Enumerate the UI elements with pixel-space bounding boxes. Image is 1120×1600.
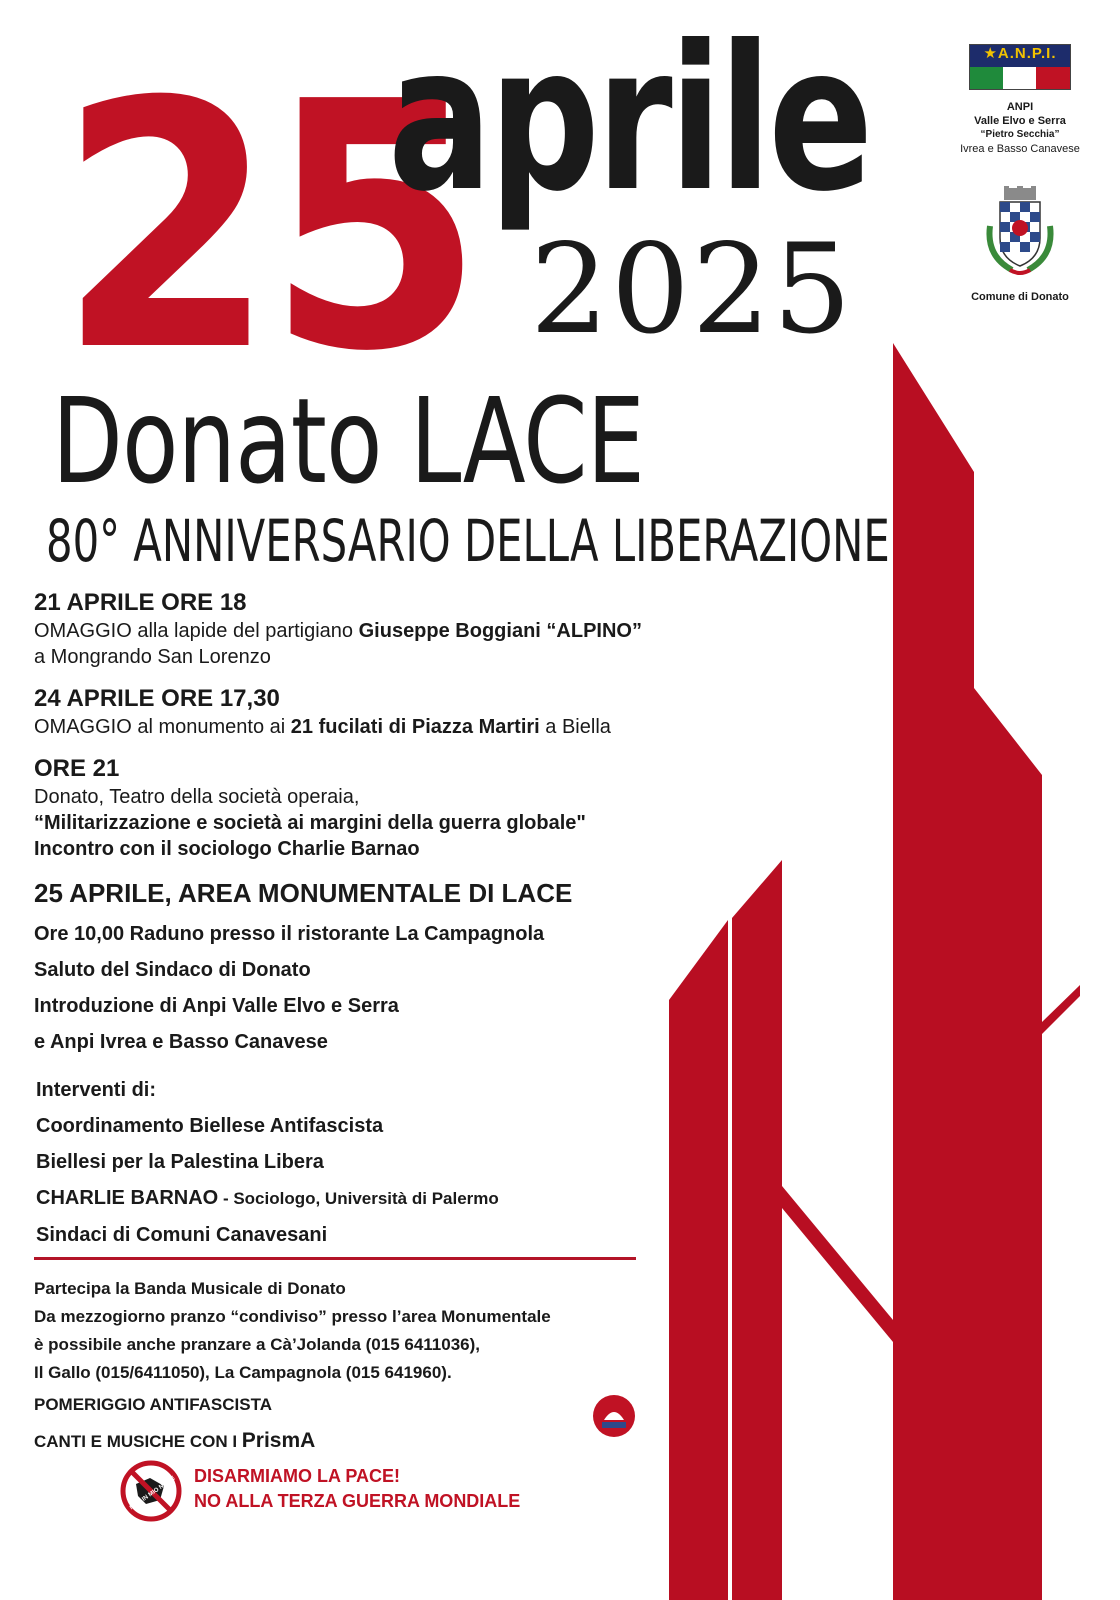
canti-label: CANTI E MUSICHE CON I bbox=[34, 1432, 242, 1451]
speaker bbox=[36, 1180, 754, 1217]
logos-column bbox=[950, 44, 1090, 304]
anpi-logo bbox=[969, 44, 1071, 90]
event-ore-21 bbox=[34, 754, 754, 862]
monument-right-arm bbox=[1042, 985, 1080, 1034]
speaker-name: CHARLIE BARNAO bbox=[36, 1187, 219, 1209]
interventi bbox=[34, 1072, 754, 1253]
speaker: Biellesi per la Palestina Libera bbox=[36, 1151, 324, 1173]
anpi-logo-text: ★A.N.P.I. bbox=[983, 45, 1057, 62]
band-name: PrismA bbox=[241, 1429, 316, 1452]
event-text-bold: 21 fucilati di Piazza Martiri bbox=[290, 716, 540, 738]
speaker-role: - Sociologo, Università di Palermo bbox=[218, 1189, 499, 1208]
footer-info bbox=[34, 1275, 674, 1460]
monument-main-tower bbox=[893, 343, 1042, 1600]
footer-line: è possibile anche pranzare a Cà’Jolanda (015 6411036), bbox=[34, 1335, 481, 1354]
speaker: Coordinamento Biellese Antifascista bbox=[36, 1115, 384, 1137]
peace-line: DISARMIAMO LA PACE! bbox=[194, 1466, 400, 1486]
event-text-bold: Giuseppe Boggiani “ALPINO” bbox=[358, 620, 642, 642]
event-text: a Biella bbox=[539, 716, 611, 738]
anpi-dedication: “Pietro Secchia” bbox=[980, 129, 1060, 140]
comune-crest-icon bbox=[980, 186, 1060, 278]
program-line: Ore 10,00 Raduno presso il ristorante La Campagnola bbox=[34, 923, 545, 945]
footer-line: Da mezzogiorno pranzo “condiviso” presso l’area Monumentale bbox=[34, 1307, 551, 1326]
event-line bbox=[34, 714, 754, 740]
no-war-badge-icon bbox=[120, 1460, 182, 1522]
month-name: aprile bbox=[388, 3, 870, 236]
event-21-april bbox=[34, 588, 754, 670]
event-title: Donato LACE bbox=[52, 372, 645, 510]
event-heading: 25 APRILE, AREA MONUMENTALE DI LACE bbox=[34, 878, 573, 908]
year: 2025 bbox=[530, 218, 854, 362]
event-heading: 21 APRILE ORE 18 bbox=[34, 589, 247, 616]
anpi-section: Valle Elvo e Serra bbox=[974, 115, 1066, 127]
program-line: Saluto del Sindaco di Donato bbox=[34, 959, 311, 981]
event-heading: 24 APRILE ORE 17,30 bbox=[34, 685, 280, 712]
program-line: e Anpi Ivrea e Basso Canavese bbox=[34, 1031, 328, 1053]
speaker: Sindaci di Comuni Canavesani bbox=[36, 1224, 328, 1246]
peace-message bbox=[194, 1464, 520, 1514]
divider bbox=[34, 1257, 636, 1260]
program bbox=[34, 588, 754, 1267]
monument-diagonal-bar bbox=[782, 1186, 893, 1342]
pomeriggio-label: POMERIGGIO ANTIFASCISTA bbox=[34, 1395, 273, 1414]
event-line: a Mongrando San Lorenzo bbox=[34, 646, 271, 668]
event-text: OMAGGIO alla lapide del partigiano bbox=[34, 620, 359, 642]
event-heading: ORE 21 bbox=[34, 755, 120, 782]
prisma-logo-icon bbox=[592, 1394, 636, 1438]
interventi-heading: Interventi di: bbox=[36, 1079, 157, 1101]
event-line bbox=[34, 618, 754, 644]
canti-line bbox=[34, 1423, 674, 1460]
event-25-april bbox=[34, 876, 754, 1253]
anpi-area: Ivrea e Basso Canavese bbox=[960, 143, 1080, 155]
day-number: 25 bbox=[58, 30, 475, 426]
event-line: Incontro con il sociologo Charlie Barnao bbox=[34, 838, 420, 860]
peace-line: NO ALLA TERZA GUERRA MONDIALE bbox=[194, 1491, 521, 1511]
event-line: Donato, Teatro della società operaia, bbox=[34, 786, 360, 808]
program-line: Introduzione di Anpi Valle Elvo e Serra bbox=[34, 995, 399, 1017]
comune-name: Comune di Donato bbox=[971, 291, 1069, 303]
event-24-april bbox=[34, 684, 754, 740]
badge-text: NON IN MIO NOME bbox=[129, 1475, 177, 1512]
anpi-name: ANPI bbox=[1006, 101, 1034, 113]
footer-line: Partecipa la Banda Musicale di Donato bbox=[34, 1279, 346, 1298]
event-text: OMAGGIO al monumento ai bbox=[34, 716, 291, 738]
event-line: “Militarizzazione e società ai margini della guerra globale" bbox=[34, 812, 586, 834]
event-subtitle: 80° ANNIVERSARIO DELLA LIBERAZIONE bbox=[46, 507, 890, 575]
footer-line: Il Gallo (015/6411050), La Campagnola (015 641960). bbox=[34, 1363, 452, 1382]
